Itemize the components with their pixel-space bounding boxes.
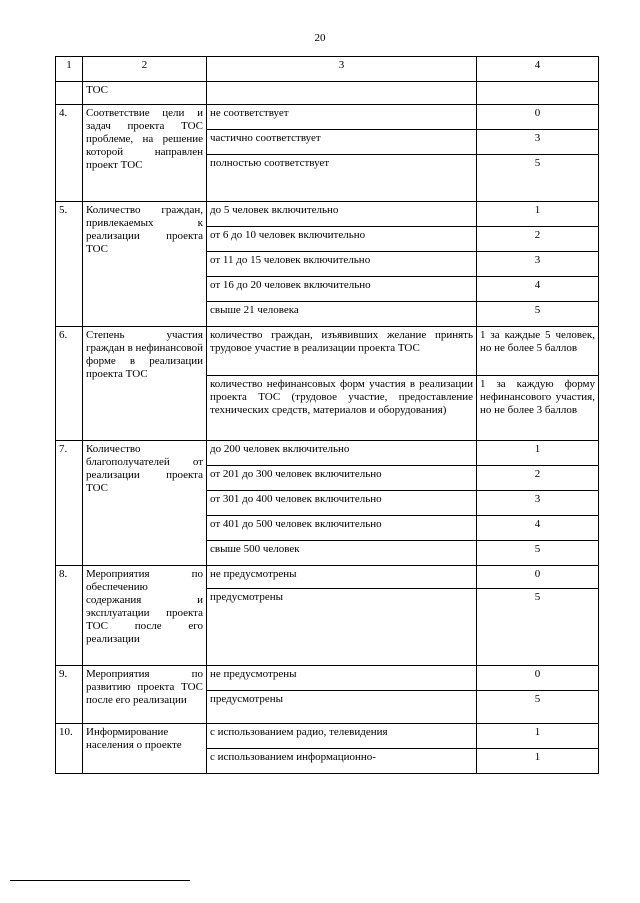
criterion-text: ТОС bbox=[83, 82, 207, 105]
criterion-option-row bbox=[56, 327, 599, 376]
option-text: от 401 до 500 человек включительно bbox=[207, 516, 477, 541]
option-text: до 200 человек включительно bbox=[207, 441, 477, 466]
option-text: количество граждан, изъявивших желание принять трудовое участие в реализации проекта ТОС bbox=[207, 327, 477, 376]
criterion-number: 7. bbox=[56, 441, 83, 566]
option-text bbox=[207, 82, 477, 105]
option-text: от 16 до 20 человек включительно bbox=[207, 277, 477, 302]
option-score: 0 bbox=[477, 566, 599, 589]
option-text: количество нефинансовых форм участия в реализации проекта ТОС (трудовое участие, предоставление технических средств, материалов и оборудования) bbox=[207, 376, 477, 441]
continuation-row bbox=[56, 82, 599, 105]
option-score: 1 bbox=[477, 202, 599, 227]
criteria-table bbox=[55, 56, 599, 774]
criterion-text: Информирование населения о проекте bbox=[83, 724, 207, 774]
criterion-text: Мероприятия по развитию проекта ТОС после его реализации bbox=[83, 666, 207, 724]
criterion-number: 8. bbox=[56, 566, 83, 666]
criterion-text: Количество благополучателей от реализации проекта ТОС bbox=[83, 441, 207, 566]
option-text: не предусмотрены bbox=[207, 566, 477, 589]
column-number-row bbox=[56, 57, 599, 82]
column-number: 3 bbox=[207, 57, 477, 82]
option-score: 5 bbox=[477, 302, 599, 327]
criterion-number: 6. bbox=[56, 327, 83, 441]
option-score: 2 bbox=[477, 466, 599, 491]
criterion-text: Количество граждан, привлекаемых к реализации проекта ТОС bbox=[83, 202, 207, 327]
option-text: от 11 до 15 человек включительно bbox=[207, 252, 477, 277]
option-text: предусмотрены bbox=[207, 589, 477, 666]
option-score bbox=[477, 82, 599, 105]
criterion-text: Степень участия граждан в нефинансовой форме в реализации проекта ТОС bbox=[83, 327, 207, 441]
option-score: 1 bbox=[477, 749, 599, 774]
option-text: от 6 до 10 человек включительно bbox=[207, 227, 477, 252]
criterion-text: Мероприятия по обеспечению содержания и эксплуатации проекта ТОС после его реализации bbox=[83, 566, 207, 666]
criteria-table-body bbox=[56, 57, 599, 774]
option-score: 0 bbox=[477, 666, 599, 691]
option-text: свыше 21 человека bbox=[207, 302, 477, 327]
page-number: 20 bbox=[314, 32, 326, 44]
column-number: 1 bbox=[56, 57, 83, 82]
option-score: 1 bbox=[477, 724, 599, 749]
option-text: с использованием информационно- bbox=[207, 749, 477, 774]
criterion-option-row bbox=[56, 666, 599, 691]
option-score: 3 bbox=[477, 491, 599, 516]
option-score: 1 за каждые 5 человек, но не более 5 баллов bbox=[477, 327, 599, 376]
option-text: от 301 до 400 человек включительно bbox=[207, 491, 477, 516]
footer-rule bbox=[10, 880, 190, 881]
option-score: 5 bbox=[477, 155, 599, 202]
option-score: 5 bbox=[477, 691, 599, 724]
option-text: от 201 до 300 человек включительно bbox=[207, 466, 477, 491]
option-text: до 5 человек включительно bbox=[207, 202, 477, 227]
option-text: частично соответствует bbox=[207, 130, 477, 155]
criterion-number: 5. bbox=[56, 202, 83, 327]
option-score: 3 bbox=[477, 252, 599, 277]
option-score: 2 bbox=[477, 227, 599, 252]
criterion-text: Соответствие цели и задач проекта ТОС проблеме, на решение которой направлен проект ТОС bbox=[83, 105, 207, 202]
option-text: свыше 500 человек bbox=[207, 541, 477, 566]
criterion-option-row bbox=[56, 105, 599, 130]
criterion-number bbox=[56, 82, 83, 105]
criterion-option-row bbox=[56, 441, 599, 466]
option-text: не соответствует bbox=[207, 105, 477, 130]
option-text: не предусмотрены bbox=[207, 666, 477, 691]
criterion-number: 4. bbox=[56, 105, 83, 202]
option-score: 1 за каждую форму нефинансового участия, но не более 3 баллов bbox=[477, 376, 599, 441]
criterion-number: 10. bbox=[56, 724, 83, 774]
option-score: 5 bbox=[477, 541, 599, 566]
option-score: 3 bbox=[477, 130, 599, 155]
criterion-number: 9. bbox=[56, 666, 83, 724]
option-text: полностью соответствует bbox=[207, 155, 477, 202]
option-score: 1 bbox=[477, 441, 599, 466]
option-score: 4 bbox=[477, 277, 599, 302]
criterion-option-row bbox=[56, 724, 599, 749]
option-score: 5 bbox=[477, 589, 599, 666]
option-score: 4 bbox=[477, 516, 599, 541]
column-number: 2 bbox=[83, 57, 207, 82]
option-score: 0 bbox=[477, 105, 599, 130]
option-text: предусмотрены bbox=[207, 691, 477, 724]
criterion-option-row bbox=[56, 566, 599, 589]
criterion-option-row bbox=[56, 202, 599, 227]
column-number: 4 bbox=[477, 57, 599, 82]
option-text: с использованием радио, телевидения bbox=[207, 724, 477, 749]
